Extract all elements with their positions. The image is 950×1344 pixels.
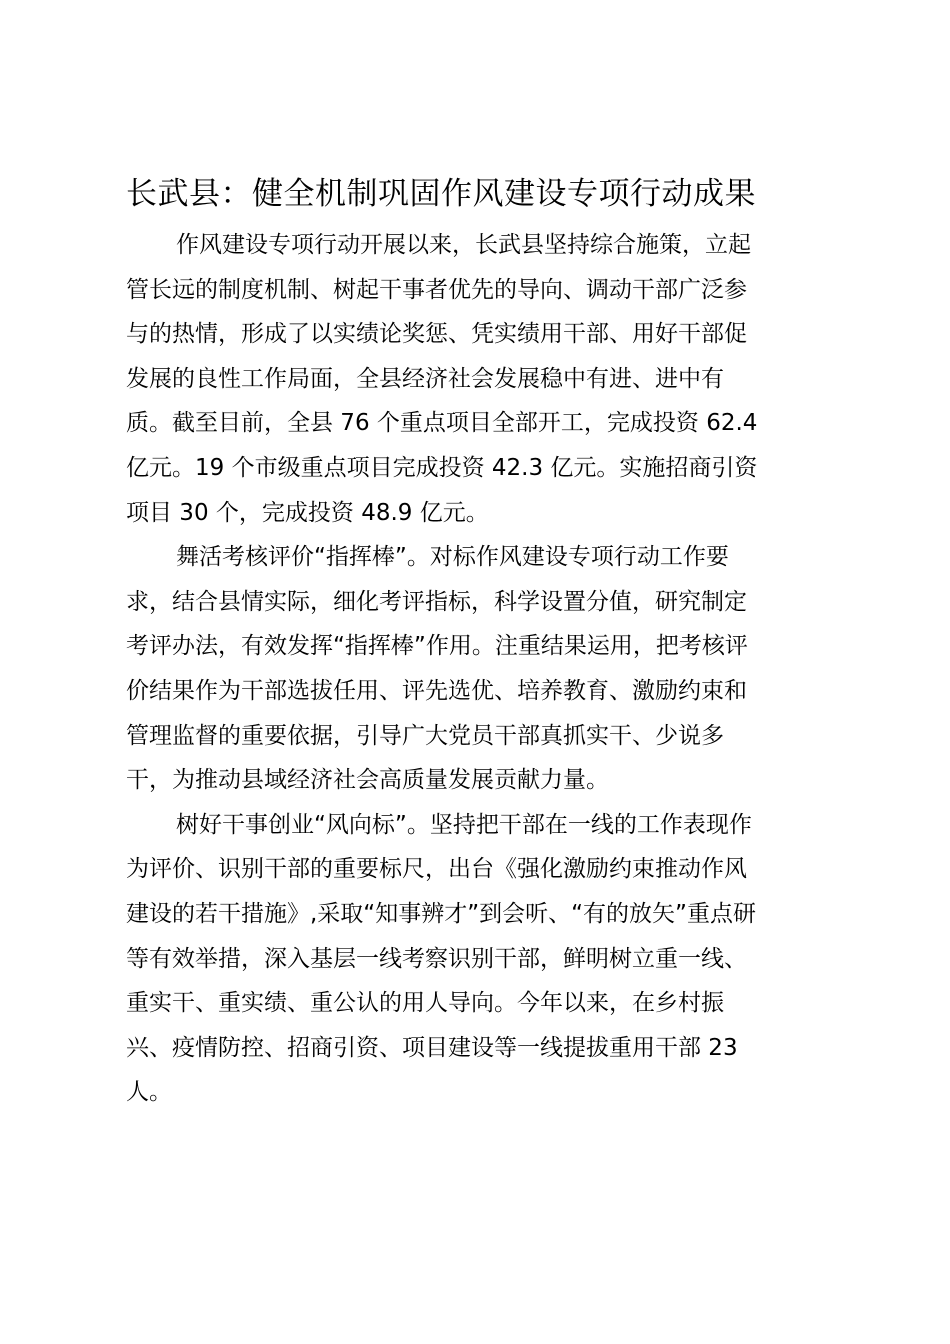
paragraph-line: 项目 30 个，完成投资 48.9 亿元。 xyxy=(126,499,489,526)
paragraph-line: 重实干、重实绩、重公认的用人导向。今年以来，在乡村振 xyxy=(126,990,724,1017)
document-title: 长武县：健全机制巩固作风建设专项行动成果 xyxy=(126,176,756,212)
paragraph-line: 管长远的制度机制、树起干事者优先的导向、调动干部广泛参 xyxy=(126,276,747,303)
paragraph-line: 为评价、识别干部的重要标尺，出台《强化激励约束推动作风 xyxy=(126,856,747,883)
paragraph-line: 与的热情，形成了以实绩论奖惩、凭实绩用干部、用好干部促 xyxy=(126,321,747,348)
paragraph-line: 质。截至目前，全县 76 个重点项目全部开工，完成投资 62.4 xyxy=(126,410,758,437)
paragraph-line: 作风建设专项行动开展以来，长武县坚持综合施策，立起 xyxy=(176,232,751,258)
paragraph-line: 管理监督的重要依据，引导广大党员干部真抓实干、少说多 xyxy=(126,722,724,749)
paragraph-line: 亿元。19 个市级重点项目完成投资 42.3 亿元。实施招商引资 xyxy=(126,454,758,481)
paragraph-line: 求，结合县情实际，细化考评指标，科学设置分值，研究制定 xyxy=(126,588,747,615)
paragraph-line: 人。 xyxy=(126,1079,172,1106)
paragraph-line: 兴、疫情防控、招商引资、项目建设等一线提拔重用干部 23 xyxy=(126,1034,738,1061)
paragraph-line: 树好干事创业“风向标”。坚持把干部在一线的工作表现作 xyxy=(176,811,752,838)
paragraph-guidance xyxy=(126,803,830,1115)
paragraph-line: 价结果作为干部选拔任用、评先选优、培养教育、激励约束和 xyxy=(126,677,747,704)
paragraph-line: 建设的若干措施》,采取“知事辨才”到会听、“有的放矢”重点研 xyxy=(126,900,756,927)
paragraph-line: 干，为推动县域经济社会高质量发展贡献力量。 xyxy=(126,767,609,794)
paragraph-line: 发展的良性工作局面，全县经济社会发展稳中有进、进中有 xyxy=(126,365,724,392)
paragraph-line: 考评办法，有效发挥“指挥棒”作用。注重结果运用，把考核评 xyxy=(126,633,748,660)
paragraph-line: 舞活考核评价“指挥棒”。对标作风建设专项行动工作要 xyxy=(176,544,729,571)
paragraph-evaluation xyxy=(126,535,830,803)
paragraph-intro xyxy=(126,223,830,535)
paragraph-line: 等有效举措，深入基层一线考察识别干部，鲜明树立重一线、 xyxy=(126,945,747,972)
document-body xyxy=(126,223,830,1115)
